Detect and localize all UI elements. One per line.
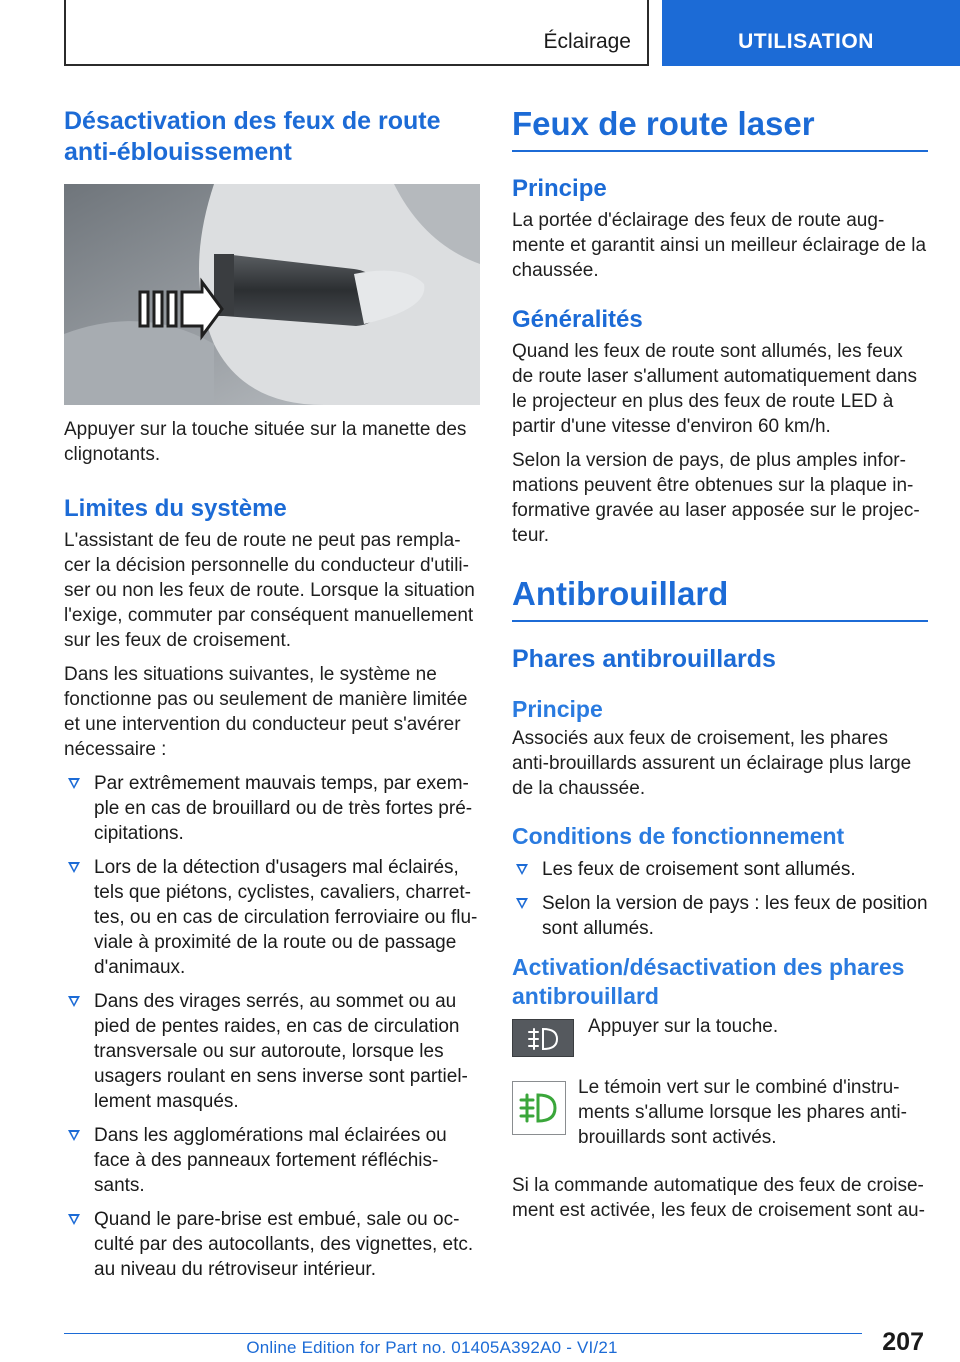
- limits-list: [64, 771, 480, 1282]
- fog-light-indicator-icon: [512, 1081, 566, 1135]
- bullet-triangle-icon: [68, 1130, 80, 1141]
- right-column: [512, 100, 928, 1223]
- heading-general: Généralités: [512, 306, 643, 333]
- heading-principle-2: Principe: [512, 696, 603, 722]
- indicator-text: Le témoin vert sur le combiné d'instru‐ments s'allume lorsque les phares anti‐brouillards sont activés.: [578, 1077, 907, 1148]
- list-item: Selon la version de pays : les feux de position sont allumés.: [512, 891, 928, 941]
- photo-caption: Appuyer sur la touche située sur la manette des clignotants.: [64, 419, 467, 465]
- heading-system-limits: Limites du système: [64, 495, 287, 522]
- heading-principle: Principe: [512, 175, 607, 202]
- stalk-illustration: [64, 184, 480, 405]
- stalk-button-photo: [64, 184, 480, 405]
- bullet-triangle-icon: [68, 1214, 80, 1225]
- principle-2-text: Associés aux feux de croisement, les phares anti‐brouillards assurent un éclairage plus large de la chaussée.: [512, 728, 912, 799]
- page-number: 207: [882, 1328, 924, 1356]
- press-button-text: Appuyer sur la touche.: [588, 1016, 779, 1037]
- header-chapter-tab: [662, 0, 960, 66]
- header-section-box: [64, 0, 649, 66]
- list-item: Dans les agglomérations mal éclairées ou face à des panneaux fortement réfléchis‐sants.: [64, 1123, 480, 1198]
- list-item: Les feux de croisement sont allumés.: [512, 857, 928, 882]
- press-button-row: [512, 1017, 928, 1075]
- list-item: Dans des virages serrés, au sommet ou au pied de pentes raides, en cas de circulation transversale ou sur autoroute, lorsque les usagers roulant en sens inverse sont partiel‐lement masqués.: [64, 989, 480, 1114]
- header-section-title: Éclairage: [543, 30, 631, 53]
- bullet-triangle-icon: [68, 862, 80, 873]
- limits-paragraph-1: L'assistant de feu de route ne peut pas rempla‐cer la décision personnelle du conducteur d'utili‐ser ou non les feux de route. Lorsque la situation l'exige, commuter par conséquent manuellement sur les feux de croisement.: [64, 530, 475, 651]
- general-paragraph-1: Quand les feux de route sont allumés, les feux de route laser s'allument automatiquement dans le projecteur en plus des feux de route LED à partir d'une vitesse d'environ 60 km/h.: [512, 341, 917, 437]
- heading-activation: Activation/désactivation des phares antibrouillard: [512, 954, 905, 1009]
- general-paragraph-2: Selon la version de pays, de plus amples infor‐mations peuvent être obtenues sur la plaque in‐formative gravée au laser apposée sur le projec‐teur.: [512, 450, 920, 546]
- footer-divider: [64, 1333, 862, 1334]
- limits-paragraph-2: Dans les situations suivantes, le système ne fonctionne pas ou seulement de manière limitée et une intervention du conducteur peut s'avérer nécessaire :: [64, 664, 468, 760]
- left-column: [64, 100, 480, 1291]
- bullet-triangle-icon: [68, 778, 80, 789]
- heading-anti-glare-off: Désactivation des feux de route anti-éblouissement: [64, 107, 441, 166]
- footer-edition: Online Edition for Part no. 01405A392A0 - VI/21: [246, 1338, 618, 1357]
- bullet-triangle-icon: [68, 996, 80, 1007]
- bullet-triangle-icon: [516, 898, 528, 909]
- list-item: Quand le pare-brise est embué, sale ou oc‐culté par des autocollants, des vignettes, etc. au niveau du rétroviseur intérieur.: [64, 1207, 480, 1282]
- principle-text: La portée d'éclairage des feux de route aug‐mente et garantit ainsi un meilleur éclairage de la chaussée.: [512, 210, 927, 281]
- heading-front-fog-lights: Phares antibrouillards: [512, 645, 776, 673]
- heading-laser-high-beam: Feux de route laser: [512, 104, 928, 152]
- auto-low-beam-paragraph: Si la commande automatique des feux de croise‐ment est activée, les feux de croisement sont au‐: [512, 1175, 925, 1221]
- list-item: Lors de la détection d'usagers mal éclairés, tels que piétons, cyclistes, cavaliers, charret‐tes, ou en cas de circulation ferroviaire ou flu‐viale à proximité de la route ou de passage d'animaux.: [64, 855, 480, 980]
- indicator-row: [512, 1079, 928, 1167]
- header-chapter-title: UTILISATION: [738, 30, 874, 53]
- conditions-list: [512, 857, 928, 941]
- fog-light-button-icon: [512, 1019, 574, 1057]
- list-item: Par extrêmement mauvais temps, par exem‐ple en cas de brouillard ou de très fortes pré‐cipitations.: [64, 771, 480, 846]
- heading-fog-lights: Antibrouillard: [512, 574, 928, 622]
- heading-operating-conditions: Conditions de fonctionnement: [512, 823, 845, 849]
- bullet-triangle-icon: [516, 864, 528, 875]
